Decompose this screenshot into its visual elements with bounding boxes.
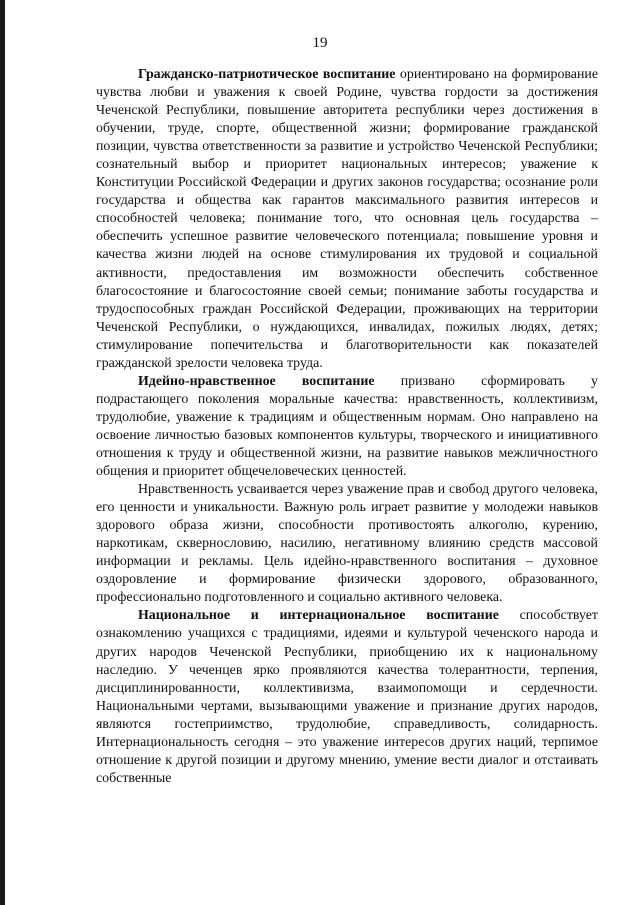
document-body bbox=[96, 66, 598, 788]
paragraph-lead: Национальное и интернациональное воспитание bbox=[138, 608, 499, 624]
paragraph-lead: Идейно-нравственное воспитание bbox=[138, 373, 375, 389]
paragraph-text: призвано сформировать у подрастающего поколения моральные качества: нравственность, коллективизм, трудолюбие, уважение к традициям и общественным нормам. Оно направлено на освоение личностью базовых компонентов культуры, творческого и инициативного отношения к труду и общественной жизни, на развитие навыков межличностного общения и приоритет общечеловеческих ценностей. bbox=[96, 373, 598, 480]
paragraph-lead: Гражданско-патриотическое воспитание bbox=[138, 67, 396, 82]
paragraph-text: ориентировано на формирование чувства любви и уважения к своей Родине, чувства гордости за достижения Чеченской Республики, повышение авторитета республики через достижения в обучении, труде, спорте, общественной жизни; формирование гражданской позиции, чувства ответственности за развитие и устройство Чеченской Республики; сознательный выбор и приоритет национальных интересов; уважение к Конституции Российской Федерации и других законов государства; осознание роли государства и общества как гарантов максимального развития интересов и способностей человека; понимание того, что основная цель государства – обеспечить успешное развитие человеческого потенциала; повышение уровня и качества жизни людей на основе стимулирования их трудовой и социальной активности, предоставления им возможности обеспечить собственное благосостояние и благосостояние своей семьи; понимание заботы государства и трудоспособных граждан Российской Федерации, проживающих на территории Чеченской Республики, о нуждающихся, инвалидах, пожилых людях, детях; стимулирование попечительства и благотворительности как показателей гражданской зрелости человека труда. bbox=[96, 67, 599, 371]
paragraph-morality bbox=[96, 481, 598, 607]
page-number: 19 bbox=[312, 35, 328, 51]
paragraph-text: Нравственность усваивается через уважение прав и свобод другого человека, его ценности и уникальности. Важную роль играет развитие у молодежи навыков здорового образа жизни, способности противостоять алкоголю, курению, наркотикам, сквернословию, насилию, негативному влиянию средств массовой информации и рекламы. Цель идейно-нравственного воспитания – духовное оздоровление и формирование физически здорового, образованного, профессионально подготовленного и социально активного человека. bbox=[96, 482, 598, 606]
scan-edge-bar bbox=[0, 0, 5, 905]
paragraph-national-international bbox=[96, 607, 598, 787]
paragraph-civic-patriotic bbox=[96, 66, 598, 373]
paragraph-ideological-moral bbox=[96, 373, 598, 481]
paragraph-text: способствует ознакомлению учащихся с традициями, идеями и культурой чеченского народа и других народов Чеченской Республики, приобщению их к национальному наследию. У чеченцев ярко проявляются качества толерантности, терпения, дисциплинированности, коллективизма, взаимопомощи и сердечности. Национальными чертами, вызывающими уважение и признание других народов, являются гостеприимство, трудолюбие, справедливость, солидарность. Интернациональность сегодня – это уважение интересов других наций, терпимое отношение к другой позиции и другому мнению, умение вести диалог и отстаивать собственные bbox=[96, 608, 598, 786]
